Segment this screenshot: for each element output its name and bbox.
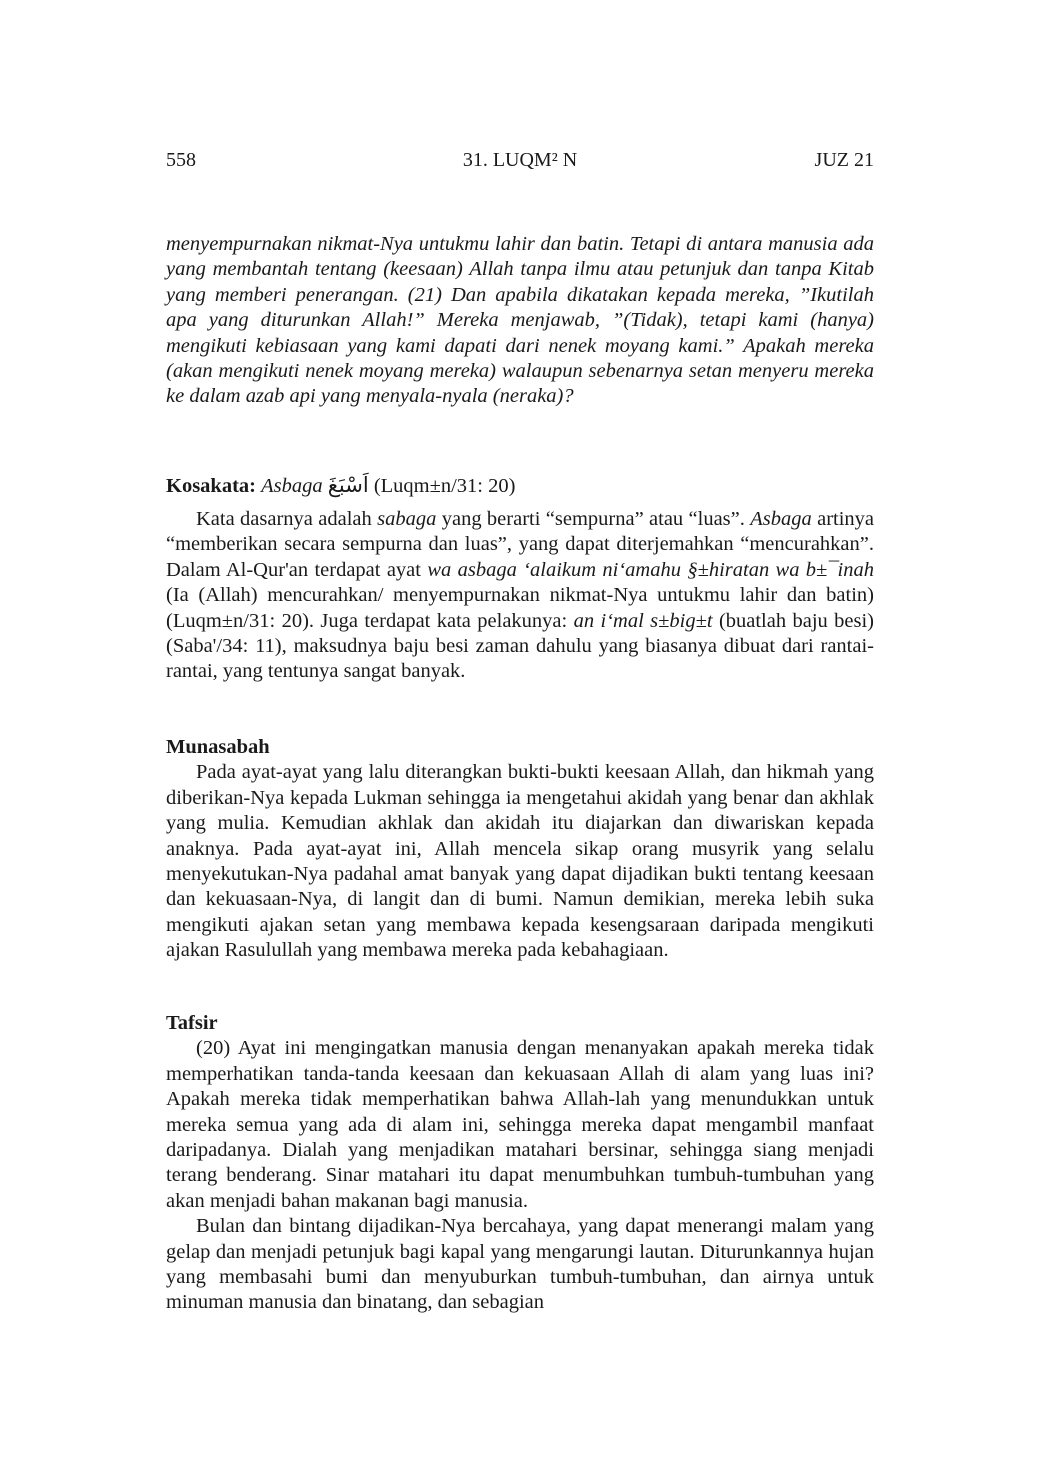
kosakata-word-1: sabaga bbox=[377, 508, 437, 530]
juz-label: JUZ 21 bbox=[814, 149, 874, 171]
kosakata-body bbox=[166, 507, 874, 685]
kosakata-text-3: artinya “memberikan secara sempurna dan luas”, yang dapat diterjemahkan “mencurahkan”. Dalam Al-Qur'an terdapat ayat bbox=[166, 508, 875, 581]
page-number: 558 bbox=[166, 149, 196, 171]
kosakata-term: Asbaga bbox=[261, 475, 323, 497]
kosakata-word-2: Asbaga bbox=[750, 508, 812, 530]
kosakata-heading bbox=[166, 470, 874, 501]
tafsir-section bbox=[166, 1011, 874, 1316]
verse-translation: menyempurnakan nikmat-Nya untukmu lahir dan batin. Tetapi di antara manusia ada yang membantah tentang (keesaan) Allah tanpa ilmu atau petunjuk dan tanpa Kitab yang memberi penerangan. (21) Dan apabila dikatakan kepada mereka, ”Ikutilah apa yang diturunkan Allah!” Mereka menjawab, ”(Tidak), tetapi kami (hanya) mengikuti kebiasaan yang kami dapati dari nenek moyang kami.” Apakah mereka (akan mengikuti nenek moyang mereka) walaupun sebenarnya setan menyeru mereka ke dalam azab api yang menyala-nyala (neraka)? bbox=[166, 233, 874, 408]
kosakata-word-4: an i‘mal s±big±t bbox=[573, 609, 713, 632]
kosakata-arabic: اَسْبَغَ bbox=[327, 473, 369, 497]
munasabah-text: Pada ayat-ayat yang lalu diterangkan bukti-bukti keesaan Allah, dan hikmah yang diberikan-Nya kepada Lukman sehingga ia mengetahui akidah yang benar dan akhlak yang mulia. Kemudian akhlak dan akidah itu diajarkan dan diwariskan kepada anaknya. Pada ayat-ayat ini, Allah mencela sikap orang musyrik yang selalu menyekutukan-Nya padahal amat banyak yang dapat dijadikan bukti tentang keesaan dan kekuasaan-Nya, di langit dan di bumi. Namun demikian, mereka lebih suka mengikuti ajakan setan yang membawa kepada kesengsaraan daripada mengikuti ajakan Rasulullah yang membawa mereka pada kebahagiaan. bbox=[166, 761, 874, 962]
kosakata-word-3: wa asbaga ‘alaikum ni‘amahu §±hiratan wa b±¯inah bbox=[427, 558, 875, 581]
tafsir-paragraph-2: Bulan dan bintang dijadikan-Nya bercahaya, yang dapat menerangi malam yang gelap dan menjadi petunjuk bagi kapal yang mengarungi lautan. Diturunkannya hujan yang membasahi bumi dan menyuburkan tumbuh-tumbuhan, dan airnya untuk minuman manusia dan binatang, dan sebagian bbox=[166, 1215, 874, 1314]
tafsir-paragraph-1: (20) Ayat ini mengingatkan manusia dengan menanyakan apakah mereka tidak memperhatikan tanda-tanda keesaan dan kekuasaan Allah di alam yang luas ini? Apakah mereka tidak memperhatikan bahwa Allah-lah yang menundukkan untuk mereka semua yang ada di alam ini, sehingga mereka dapat mengambil manfaat daripadanya. Dialah yang menjadikan matahari bersinar, sehingga siang menjadi terang benderang. Sinar matahari itu dapat menumbuhkan tumbuh-tumbuhan yang akan menjadi bahan makanan bagi manusia. bbox=[166, 1037, 874, 1212]
munasabah-heading: Munasabah bbox=[166, 736, 270, 758]
tafsir-heading: Tafsir bbox=[166, 1012, 218, 1034]
kosakata-label: Kosakata: bbox=[166, 475, 256, 497]
kosakata-text-4: (Ia (Allah) mencurahkan/ menyempurnakan nikmat-Nya untukmu lahir dan batin) (Luqm±n/31: 20). Juga terdapat kata pelakunya: bbox=[166, 584, 874, 632]
chapter-title: 31. LUQM² N bbox=[462, 149, 578, 171]
kosakata-text-1: Kata dasarnya adalah bbox=[196, 508, 372, 530]
kosakata-text-5: (buatlah baju besi) (Saba'/34: 11), maksudnya baju besi zaman dahulu yang biasanya dibuat dari rantai-rantai, yang tentunya sangat banyak. bbox=[166, 609, 875, 683]
kosakata-text-2: yang berarti “sempurna” atau “luas”. bbox=[441, 508, 745, 530]
kosakata-ref: (Luqm±n/31: 20) bbox=[373, 475, 516, 497]
page-header bbox=[166, 146, 874, 174]
munasabah-section bbox=[166, 735, 874, 964]
